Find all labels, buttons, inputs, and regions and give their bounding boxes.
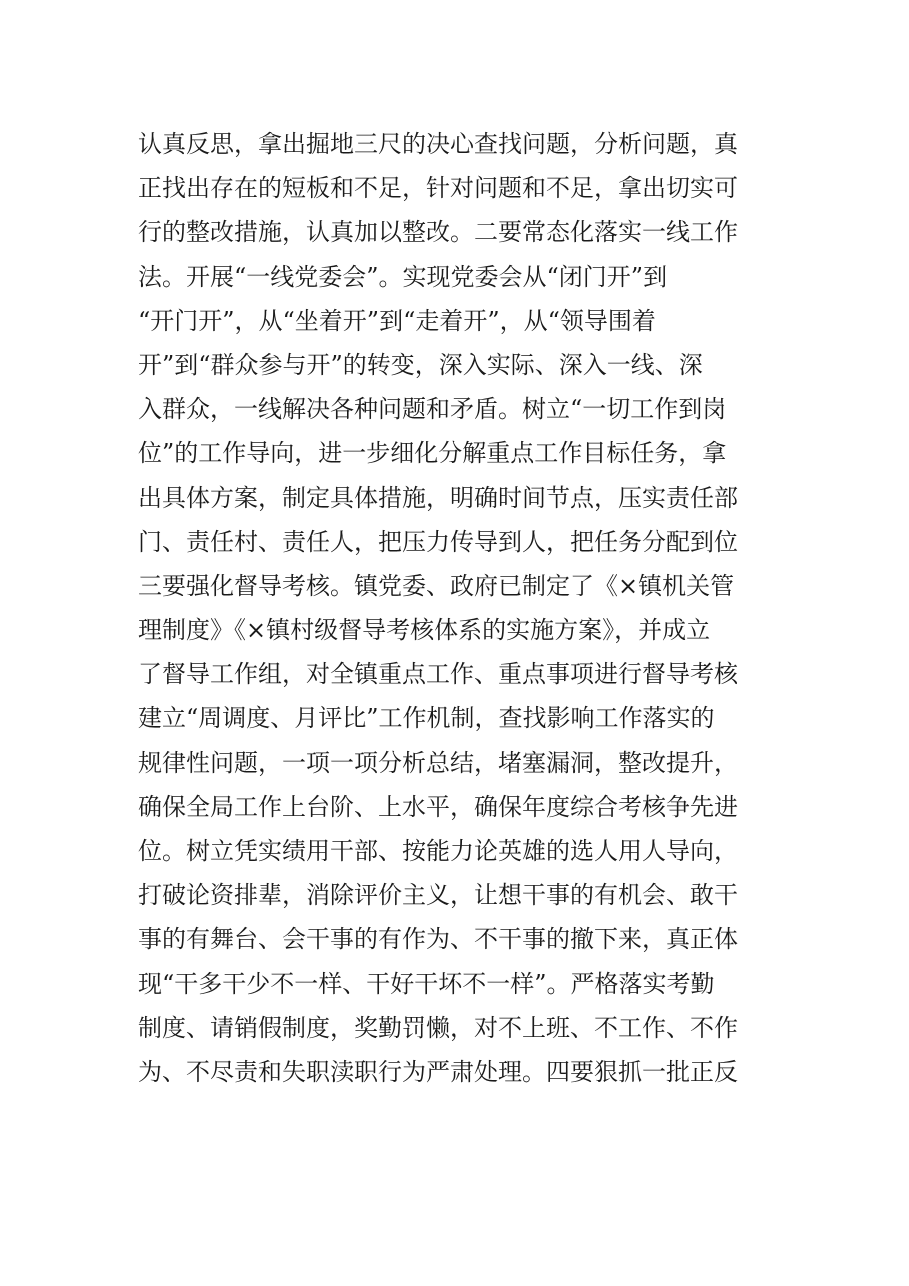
text-line-11: 三要强化督导考核。镇党委、政府已制定了《×镇机关管 — [138, 571, 735, 600]
text-line-4: 法。开展“一线党委会”。实现党委会从“闭门开”到 — [138, 262, 668, 291]
text-line-13: 了督导工作组，对全镇重点工作、重点事项进行督导考核 — [138, 660, 738, 689]
text-line-10: 门、责任村、责任人，把压力传导到人，把任务分配到位 — [138, 527, 738, 556]
text-line-1: 认真反思，拿出掘地三尺的决心查找问题，分析问题，真 — [138, 130, 738, 158]
text-line-17: 位。树立凭实绩用干部、按能力论英雄的选人用人导向， — [138, 837, 738, 865]
text-line-3: 行的整改措施，认真加以整改。二要常态化落实一线工作 — [138, 218, 738, 247]
text-line-22: 为、不尽责和失职渎职行为严肃处理。四要狠抓一批正反 — [138, 1057, 738, 1086]
text-line-2: 正找出存在的短板和不足，针对问题和不足，拿出切实可 — [138, 174, 738, 203]
text-line-9: 出具体方案，制定具体措施，明确时间节点，压实责任部 — [138, 483, 738, 512]
text-line-18: 打破论资排辈，消除评价主义，让想干事的有机会、敢干 — [138, 881, 738, 910]
text-line-16: 确保全局工作上台阶、上水平，确保年度综合考核争先进 — [138, 792, 738, 821]
text-line-15: 规律性问题，一项一项分析总结，堵塞漏洞，整改提升， — [138, 748, 738, 777]
text-line-6: 开”到“群众参与开”的转变，深入实际、深入一线、深 — [138, 350, 703, 379]
text-line-8: 位”的工作导向，进一步细化分解重点工作目标任务，拿 — [138, 439, 727, 468]
text-line-19: 事的有舞台、会干事的有作为、不干事的撤下来，真正体 — [138, 925, 738, 954]
text-line-14: 建立“周调度、月评比”工作机制，查找影响工作落实的 — [138, 704, 715, 733]
text-line-5: “开门开”，从“坐着开”到“走着开”，从“领导围着 — [138, 306, 656, 335]
text-line-20: 现“干多干少不一样、干好干坏不一样”。严格落实考勤 — [138, 969, 715, 998]
text-line-7: 入群众，一线解决各种问题和矛盾。树立“一切工作到岗 — [138, 395, 727, 424]
body-text — [138, 122, 778, 1094]
text-line-21: 制度、请销假制度，奖勤罚懒，对不上班、不工作、不作 — [138, 1013, 738, 1042]
text-line-12: 理制度》《×镇村级督导考核体系的实施方案》，并成立 — [138, 616, 711, 645]
